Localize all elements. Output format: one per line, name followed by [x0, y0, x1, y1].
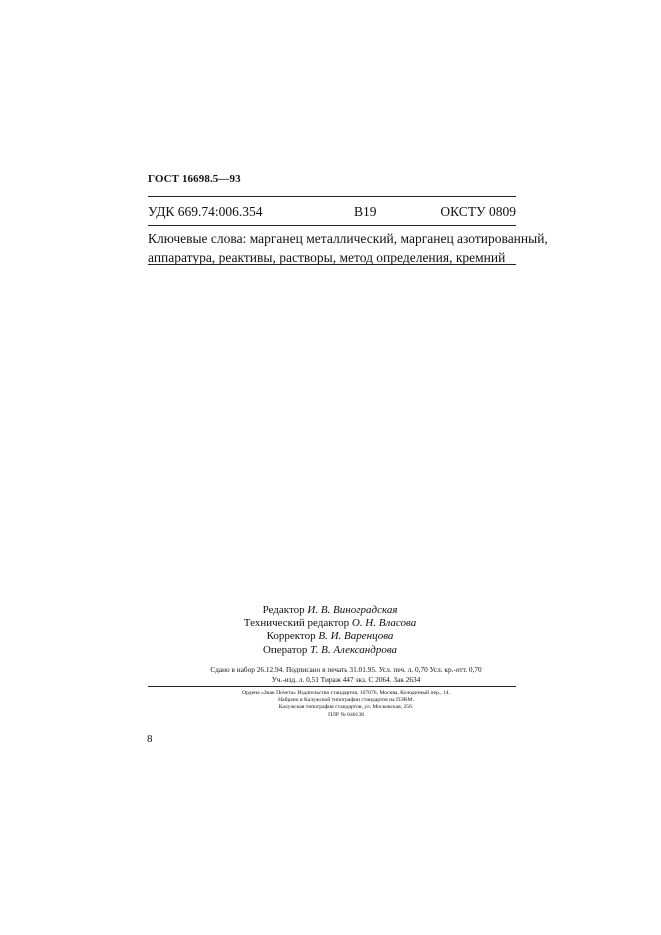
credit-role: Оператор — [262, 643, 308, 656]
credits-block — [200, 604, 460, 657]
credit-name: О. Н. Власова — [351, 617, 417, 630]
credit-proofreader — [200, 630, 460, 643]
credit-role: Редактор — [262, 604, 305, 616]
udk-code: УДК 669.74:006.354 — [148, 204, 263, 219]
credit-name: Т. В. Александрова — [310, 643, 398, 656]
print-info-line-1: Сдано в набор 26.12.94. Подписано в печать 31.01.95. Усл. печ. л. 0,70 Усл. кр.-отт. 0,70 — [210, 665, 482, 674]
keywords-line-1: Ключевые слова: марганец металлический, марганец азотированный, — [148, 231, 548, 246]
classification-row — [148, 204, 516, 222]
credit-role: Корректор — [266, 630, 316, 643]
print-info-block — [186, 665, 506, 685]
credit-operator — [200, 644, 460, 657]
credit-role: Технический редактор — [243, 617, 350, 630]
credit-technical-editor — [200, 617, 460, 630]
publisher-line-2: Набрано в Калужской типографии стандартов на ПЭВМ. — [278, 697, 414, 704]
print-info-line-2: Уч.-изд. л. 0,51 Тираж 447 экз. С 2064. Зак 2634 — [271, 675, 421, 684]
publisher-line-4: ПЛР № 040138 — [328, 711, 364, 718]
okstu-code: ОКСТУ 0809 — [440, 204, 516, 219]
publisher-divider — [148, 686, 516, 687]
standard-code: ГОСТ 16698.5—93 — [148, 173, 241, 185]
keywords-line-2: аппаратура, реактивы, растворы, метод определения, кремний — [148, 250, 506, 265]
classification-divider — [148, 225, 516, 226]
publisher-block — [186, 690, 506, 719]
publisher-line-3: Калужская типография стандартов, ул. Московская, 256. — [278, 704, 414, 711]
keywords-divider — [148, 264, 516, 265]
top-divider — [148, 196, 516, 197]
credit-editor — [200, 604, 460, 617]
credit-name: И. В. Виноградская — [307, 604, 398, 616]
group-code: В19 — [354, 204, 377, 219]
keywords-block — [148, 229, 548, 267]
publisher-line-1: Ордена «Знак Почета» Издательство стандартов, 107076, Москва, Колодезный пер., 14. — [241, 690, 450, 696]
page-number: 8 — [147, 733, 153, 745]
credit-name: В. И. Варенцова — [318, 630, 394, 643]
